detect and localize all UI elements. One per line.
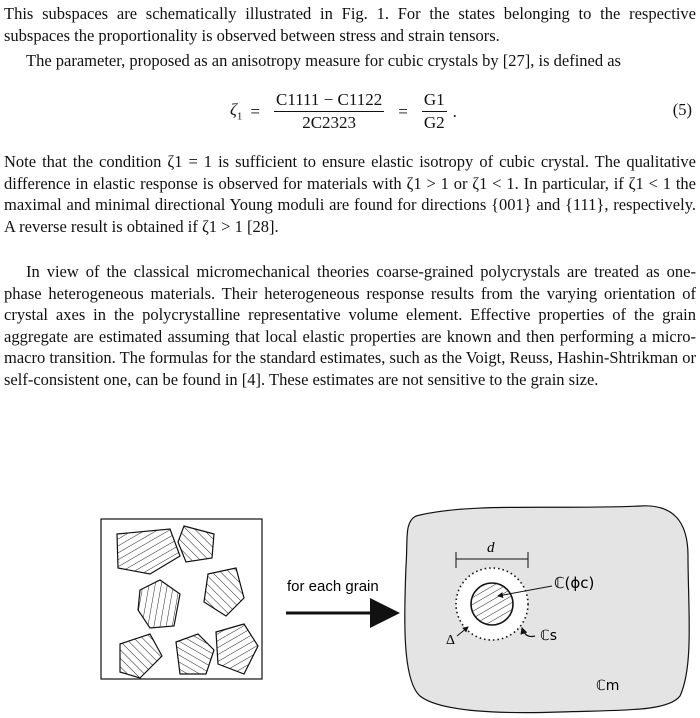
equals-sign-2: = [398, 101, 408, 121]
paragraph-2: The parameter, proposed as an anisotropy measure for cubic crystals by [27], is defined as [26, 51, 621, 70]
equals-sign: = [250, 101, 260, 121]
zeta-symbol: ζ [230, 100, 237, 120]
figure-1 [0, 496, 700, 718]
matrix-region [405, 506, 690, 713]
c-phi-label: ℂ(ϕc) [554, 574, 595, 592]
c-m-label: ℂm [596, 678, 620, 694]
c-s-label: ℂs [540, 628, 558, 644]
paragraph-3: Note that the condition ζ1 = 1 is sufficient to ensure elastic isotropy of cubic crystal. The qualitative difference in elastic response is observed for materials with ζ1 > 1 or ζ1 < 1. In particular, if ζ1 < 1 the maximal and minimal directional Young moduli are found for directions {001} and {111}, respectively. A reverse result is obtained if ζ1 > 1 [28]. [4, 152, 696, 236]
fraction-g-denominator: G2 [423, 113, 445, 132]
fraction-denominator: 2C2323 [302, 113, 357, 132]
figure-drawing [0, 496, 700, 718]
d-label: d [487, 540, 495, 556]
equation-5 [4, 86, 696, 136]
equation-period: . [452, 101, 457, 121]
fraction-numerator: C1111 − C1122 [274, 90, 384, 112]
equation-number: (5) [672, 100, 692, 119]
paragraph-4: In view of the classical micromechanical theories coarse-grained polycrystals are treated as one-phase heterogeneous materials. Their heterogeneous response results from the varying orientation of crystal axes in the polycrystalline representative volume element. Effective properties of the grain aggregate are estimated assuming that local elastic properties are known and then performing a micro-macro transition. The formulas for the standard estimates, such as the Voigt, Reuss, Hashin-Shtrikman or self-consistent one, can be found in [4]. These estimates are not sensitive to the grain size. [4, 262, 696, 389]
fraction-g-numerator: G1 [422, 90, 447, 112]
equation-body [230, 90, 457, 133]
arrow-label: for each grain [287, 578, 379, 595]
fraction-c [274, 90, 384, 133]
paragraph-1: This subspaces are schematically illustrated in Fig. 1. For the states belonging to the respective subspaces the proportionality is observed between stress and strain tensors. [4, 4, 696, 45]
fraction-g [422, 90, 447, 133]
delta-label: Δ [446, 633, 456, 648]
grain-circle [471, 583, 513, 625]
zeta-subscript: 1 [236, 110, 243, 123]
